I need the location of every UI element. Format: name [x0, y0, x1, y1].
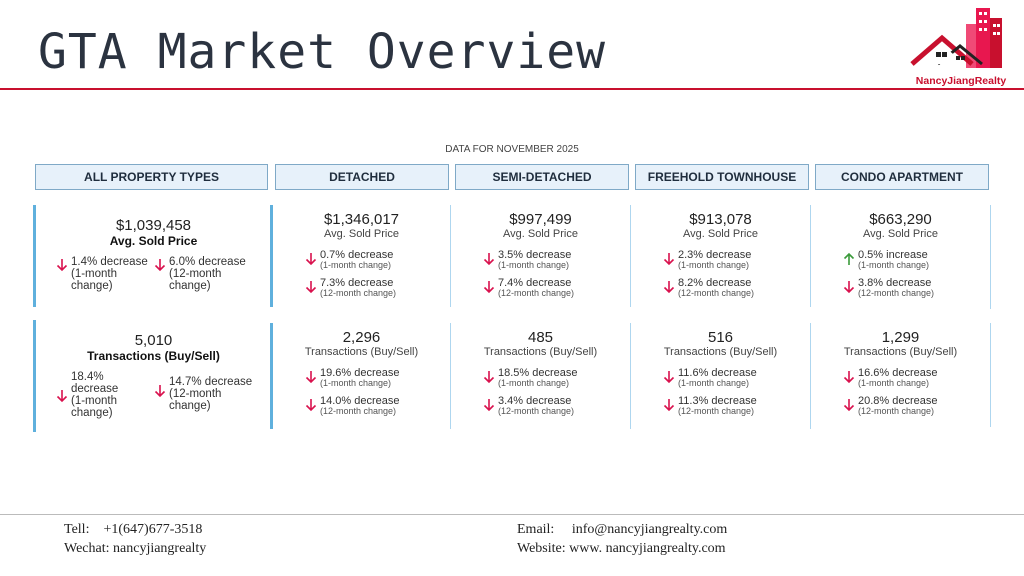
- transactions-label: Transactions (Buy/Sell): [304, 346, 419, 358]
- all-price-change-1m: [56, 256, 152, 292]
- all-price-c2: 6.0% decrease: [169, 256, 246, 268]
- change-1m: [483, 250, 571, 270]
- email-value[interactable]: info@nancyjiangrealty.com: [571, 522, 728, 537]
- change-12m-sub: (12-month change): [678, 288, 755, 298]
- change-12m: [843, 396, 938, 416]
- transactions-cell: [810, 323, 990, 429]
- change-12m-text: 3.8% decrease: [858, 277, 932, 289]
- change-1m-text: 16.6% decrease: [858, 367, 938, 379]
- all-transactions-label: Transactions (Buy/Sell): [87, 349, 220, 363]
- header-detached: DETACHED: [275, 164, 449, 190]
- change-12m-text: 11.3% decrease: [678, 395, 757, 407]
- tel-value[interactable]: +1(647)677-3518: [103, 522, 203, 537]
- down-arrow-icon: [663, 370, 675, 384]
- change-12m-text: 7.4% decrease: [498, 277, 572, 289]
- page-title: GTA Market Overview: [38, 24, 607, 80]
- footer-email: [517, 522, 727, 538]
- change-12m-text: 7.3% decrease: [320, 277, 394, 289]
- change-12m: [843, 278, 934, 298]
- down-arrow-icon: [843, 398, 855, 412]
- change-1m: [663, 368, 757, 388]
- all-price-cell: [33, 205, 271, 307]
- price-label: Avg. Sold Price: [862, 228, 938, 240]
- down-arrow-icon: [56, 258, 68, 272]
- wechat-label: Wechat:: [64, 541, 110, 556]
- tel-label: Tell:: [64, 522, 90, 537]
- price-value: $997,499: [509, 211, 572, 228]
- transactions-value: 485: [527, 329, 554, 346]
- all-transactions-c1s: (1-month change): [71, 395, 118, 419]
- change-12m-sub: (12-month change): [498, 406, 575, 416]
- all-price-change-12m: [154, 256, 258, 292]
- change-12m-text: 20.8% decrease: [858, 395, 938, 407]
- all-transactions-c1: 18.4% decrease: [71, 371, 119, 395]
- change-1m: [305, 250, 393, 270]
- transactions-label: Transactions (Buy/Sell): [663, 346, 778, 358]
- price-value: $663,290: [869, 211, 932, 228]
- change-12m-text: 3.4% decrease: [498, 395, 572, 407]
- header-all-property-types: ALL PROPERTY TYPES: [35, 164, 268, 190]
- change-1m: [483, 368, 578, 388]
- transactions-value: 2,296: [342, 329, 381, 346]
- footer-divider: [0, 514, 1024, 515]
- price-cell: [450, 205, 630, 307]
- change-12m: [663, 396, 757, 416]
- down-arrow-icon: [483, 370, 495, 384]
- down-arrow-icon: [483, 398, 495, 412]
- price-value: $913,078: [689, 211, 752, 228]
- down-arrow-icon: [305, 252, 317, 266]
- change-12m-text: 14.0% decrease: [320, 395, 400, 407]
- transactions-cell: [450, 323, 630, 429]
- transactions-value: 1,299: [881, 329, 920, 346]
- change-12m-text: 8.2% decrease: [678, 277, 752, 289]
- down-arrow-icon: [56, 389, 68, 403]
- change-1m-sub: (1-month change): [498, 378, 570, 388]
- down-arrow-icon: [154, 258, 166, 272]
- down-arrow-icon: [663, 398, 675, 412]
- change-1m-sub: (1-month change): [678, 378, 750, 388]
- logo-house-icon: [898, 4, 1024, 76]
- transactions-label: Transactions (Buy/Sell): [483, 346, 598, 358]
- header-condo-apartment: CONDO APARTMENT: [815, 164, 989, 190]
- website-value[interactable]: www. nancyjiangrealty.com: [569, 541, 726, 556]
- change-12m-sub: (12-month change): [320, 406, 397, 416]
- all-transactions-change-1m: [56, 371, 146, 419]
- change-1m: [843, 368, 938, 388]
- all-transactions-c2: 14.7% decrease: [169, 376, 253, 388]
- change-1m: [843, 250, 929, 270]
- company-logo: [898, 4, 1024, 92]
- footer-website: [517, 541, 726, 557]
- column-divider: [990, 205, 991, 309]
- down-arrow-icon: [154, 384, 166, 398]
- change-1m-text: 0.7% decrease: [320, 249, 394, 261]
- down-arrow-icon: [483, 280, 495, 294]
- up-arrow-icon: [843, 252, 855, 266]
- header-freehold-townhouse: FREEHOLD TOWNHOUSE: [635, 164, 809, 190]
- down-arrow-icon: [663, 252, 675, 266]
- all-price-c1: 1.4% decrease: [71, 256, 148, 268]
- footer-wechat: [64, 541, 206, 557]
- website-label: Website:: [517, 541, 566, 556]
- change-12m: [663, 278, 754, 298]
- change-1m: [305, 368, 400, 388]
- column-divider: [990, 323, 991, 427]
- all-price-c2s: (12-month change): [169, 268, 222, 292]
- change-12m-sub: (12-month change): [320, 288, 397, 298]
- change-12m-sub: (12-month change): [858, 406, 935, 416]
- change-1m-text: 19.6% decrease: [320, 367, 400, 379]
- change-1m-sub: (1-month change): [858, 260, 930, 270]
- wechat-value: nancyjiangrealty: [113, 541, 207, 556]
- price-label: Avg. Sold Price: [323, 228, 399, 240]
- email-label: Email:: [517, 522, 555, 537]
- all-transactions-value: 5,010: [134, 332, 173, 349]
- all-transactions-change-12m: [154, 376, 262, 412]
- down-arrow-icon: [843, 370, 855, 384]
- all-price-label: Avg. Sold Price: [109, 234, 198, 248]
- all-transactions-cell: [33, 320, 271, 432]
- change-12m: [483, 278, 574, 298]
- change-12m-sub: (12-month change): [678, 406, 755, 416]
- change-1m-text: 3.5% decrease: [498, 249, 572, 261]
- change-1m-sub: (1-month change): [320, 260, 392, 270]
- transactions-value: 516: [707, 329, 734, 346]
- change-1m-sub: (1-month change): [498, 260, 570, 270]
- change-1m-text: 18.5% decrease: [498, 367, 578, 379]
- change-12m: [305, 278, 396, 298]
- change-1m-sub: (1-month change): [678, 260, 750, 270]
- down-arrow-icon: [305, 370, 317, 384]
- data-date-label: DATA FOR NOVEMBER 2025: [445, 144, 579, 155]
- transactions-label: Transactions (Buy/Sell): [843, 346, 958, 358]
- change-1m-text: 11.6% decrease: [678, 367, 757, 379]
- price-cell: [630, 205, 810, 307]
- price-cell: [270, 205, 450, 307]
- change-1m-text: 2.3% decrease: [678, 249, 752, 261]
- logo-text: NancyJiangRealty: [915, 75, 1007, 87]
- change-1m-text: 0.5% increase: [858, 249, 928, 261]
- price-value: $1,346,017: [323, 211, 400, 228]
- change-1m-sub: (1-month change): [320, 378, 392, 388]
- down-arrow-icon: [663, 280, 675, 294]
- transactions-cell: [630, 323, 810, 429]
- down-arrow-icon: [305, 280, 317, 294]
- price-cell: [810, 205, 990, 307]
- change-12m-sub: (12-month change): [858, 288, 935, 298]
- down-arrow-icon: [843, 280, 855, 294]
- all-price-value: $1,039,458: [115, 217, 192, 234]
- title-divider: [0, 88, 1024, 90]
- header-semi-detached: SEMI-DETACHED: [455, 164, 629, 190]
- transactions-cell: [270, 323, 450, 429]
- price-label: Avg. Sold Price: [502, 228, 578, 240]
- down-arrow-icon: [483, 252, 495, 266]
- all-price-c1s: (1-month change): [71, 268, 118, 292]
- price-label: Avg. Sold Price: [682, 228, 758, 240]
- change-1m: [663, 250, 751, 270]
- all-transactions-c2s: (12-month change): [169, 388, 222, 412]
- change-1m-sub: (1-month change): [858, 378, 930, 388]
- change-12m-sub: (12-month change): [498, 288, 575, 298]
- change-12m: [483, 396, 574, 416]
- footer-tel: [64, 522, 202, 538]
- down-arrow-icon: [305, 398, 317, 412]
- change-12m: [305, 396, 400, 416]
